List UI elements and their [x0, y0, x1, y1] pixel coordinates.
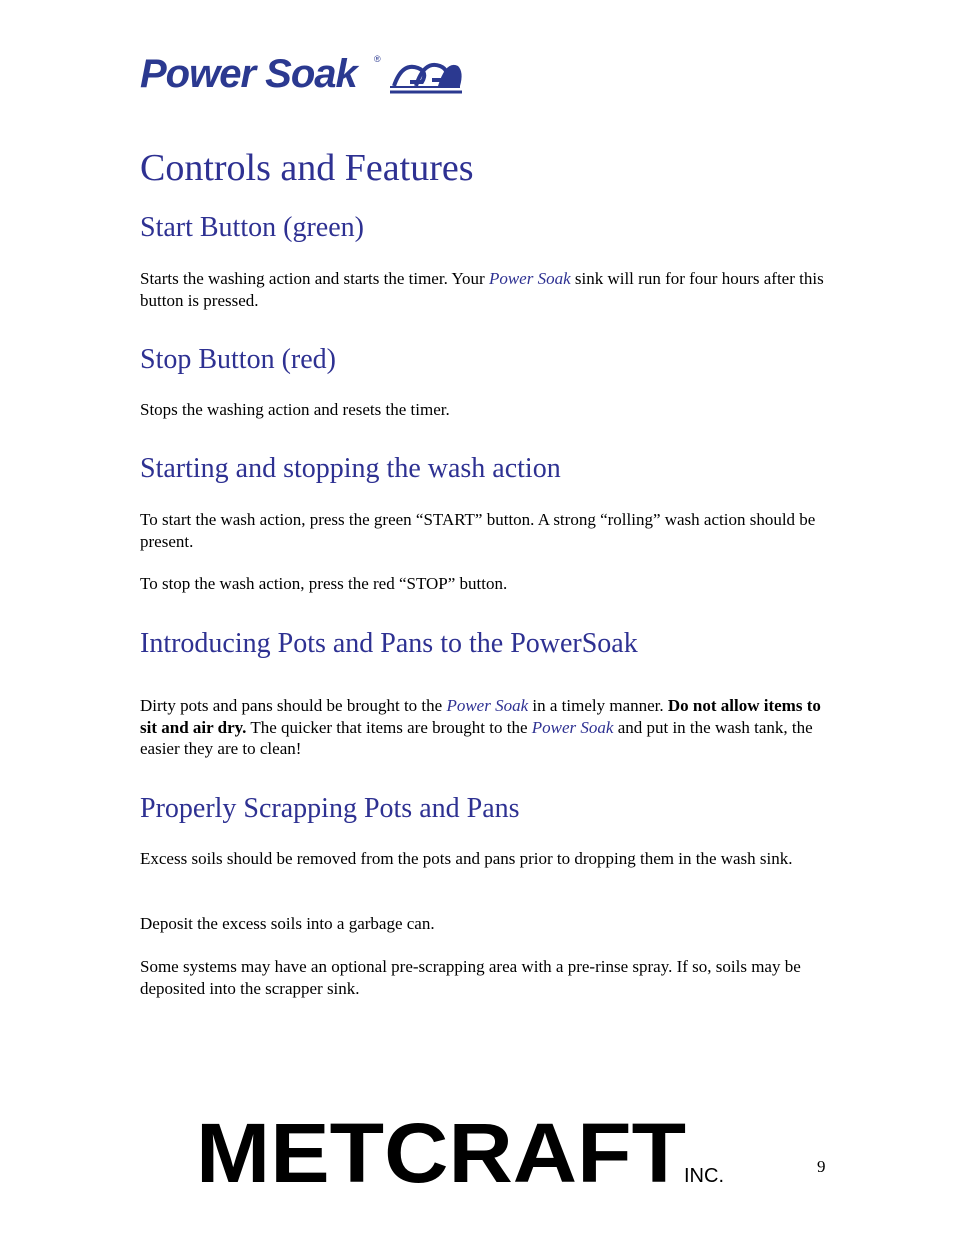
scrapping-text-1: Excess soils should be removed from the pots and pans prior to dropping them in the wash sink.	[140, 849, 793, 868]
heading-start-button: Start Button (green)	[140, 212, 364, 243]
brand-name: Power Soak	[531, 717, 614, 737]
registered-mark: ®	[374, 54, 381, 64]
metcraft-logo	[196, 1118, 688, 1188]
wash-start-text: To start the wash action, press the green “START” button. A strong “rolling” wash action should be present.	[140, 510, 816, 551]
scrapping-text-3: Some systems may have an optional pre-scrapping area with a pre-rinse spray. If so, soils may be deposited into the scrapper sink.	[140, 957, 801, 998]
metcraft-logo-text: METCRAFT	[196, 1118, 686, 1188]
power-soak-logo-text: Power Soak	[140, 52, 357, 96]
warning-bold: Do not allow items to sit and air dry.	[140, 696, 821, 737]
heading-wash-action: Starting and stopping the wash action	[140, 453, 561, 484]
metcraft-inc: INC.	[684, 1165, 724, 1187]
power-soak-logo	[140, 52, 470, 98]
wash-stop-text: To stop the wash action, press the red “STOP” button.	[140, 574, 508, 593]
page-number: 9	[817, 1157, 826, 1176]
heading-introducing-pots: Introducing Pots and Pans to the PowerSoak	[140, 628, 638, 659]
stop-button-text: Stops the washing action and resets the timer.	[140, 400, 450, 419]
heading-scrapping: Properly Scrapping Pots and Pans	[140, 793, 520, 824]
brand-name: Power Soak	[446, 696, 529, 715]
wave-logo-icon	[388, 56, 464, 94]
introducing-text: Dirty pots and pans should be brought to the Power Soak in a timely manner. Do not allow items to sit and air dry. The quicker that items are brought to the Power Soak and put in the wash tank, the easier they are to clean!	[140, 696, 821, 758]
start-button-text: Starts the washing action and starts the timer. Your Power Soak sink will run for four hours after this button is pressed.	[140, 269, 824, 310]
heading-stop-button: Stop Button (red)	[140, 344, 336, 375]
scrapping-text-2: Deposit the excess soils into a garbage can.	[140, 914, 435, 933]
page-title: Controls and Features	[140, 147, 474, 189]
brand-name: Power Soak	[488, 269, 571, 288]
